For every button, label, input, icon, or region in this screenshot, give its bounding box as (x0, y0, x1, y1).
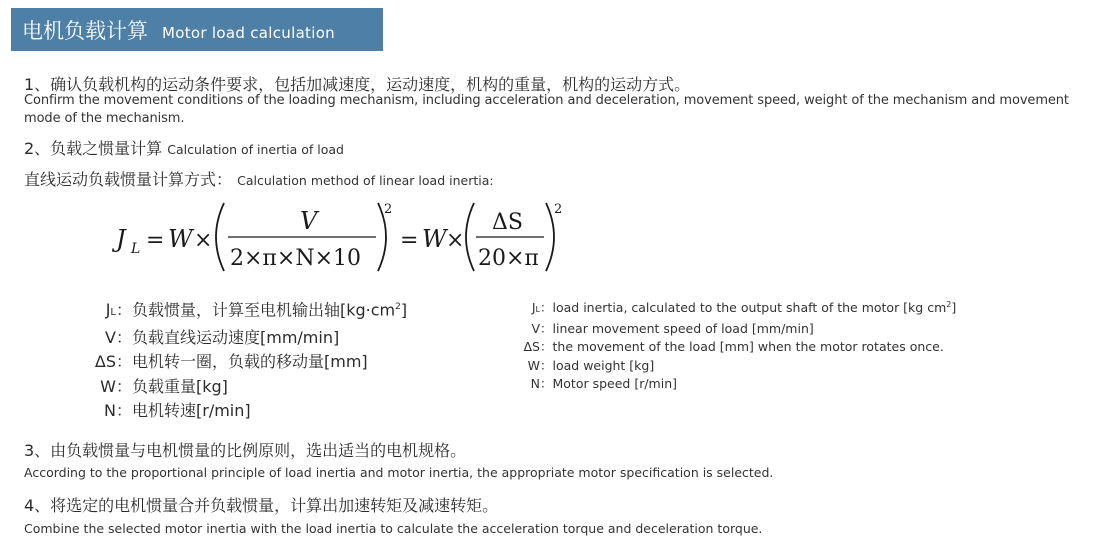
section1-text-line1: Confirm the movement conditions of the loading mechanism, including acceleration and deceleration, movement speed, weight of the mechanism and movement (24, 93, 1069, 108)
formula-exp-2: 2 (554, 202, 563, 217)
definition-zh-w: W：负载重量[kg] (100, 376, 228, 396)
formula-paren-left-2 (466, 203, 474, 271)
section1-heading: 1、确认负载机构的运动条件要求，包括加减速度，运动速度，机构的重量，机构的运动方式。 (24, 75, 691, 94)
definition-en-ds: ΔS：the movement of the load [mm] when the motor rotates once. (523, 339, 944, 355)
section2-subheading-en: Calculation method of linear load inertia: (237, 173, 494, 188)
formula-den-1: 2×π×N×10 (230, 246, 362, 271)
section2-heading-en: Calculation of inertia of load (167, 142, 344, 157)
section2-subheading-zh: 直线运动负载惯量计算方式： (24, 170, 233, 189)
title-banner (11, 8, 383, 51)
formula-paren-right-2 (546, 203, 554, 271)
formula-den-2: 20×π (478, 246, 539, 271)
formula-num-2: ΔS (492, 210, 523, 235)
formula-w-1: W (168, 225, 193, 253)
definition-zh-v: V：负载直线运动速度[mm/min] (105, 327, 340, 347)
definition-zh-jl: JL：负载惯量，计算至电机输出轴$[kg\cdot cm^2]$ (105, 300, 408, 320)
definition-en-jl: JL：load inertia, calculated to the output shaft of the motor [kg $cm^2$] (531, 300, 957, 316)
formula-eq-2: = (400, 228, 419, 253)
section4-heading: 4、将选定的电机惯量合并负载惯量，计算出加速转矩及减速转矩。 (24, 496, 499, 515)
definition-en-w: W：load weight [kg] (527, 357, 655, 373)
definition-zh-ds: ΔS：电机转一圈，负载的移动量[mm] (94, 352, 368, 372)
definition-en-v: V：linear movement speed of load [mm/min] (531, 320, 814, 336)
section1-text-line2: mode of the mechanism. (24, 111, 185, 126)
formula-exp-1: 2 (384, 202, 393, 217)
section2-heading (24, 136, 344, 159)
definitions-en (518, 296, 956, 394)
formula-num-1: V (300, 207, 318, 235)
section3-heading: 3、由负载惯量与电机惯量的比例原则，选出适当的电机规格。 (24, 441, 467, 460)
section4-text: Combine the selected motor inertia with the load inertia to calculate the acceleration torque and deceleration torque. (24, 521, 763, 536)
section3-text: According to the proportional principle of load inertia and motor inertia, the appropriate motor specification is selected. (24, 465, 774, 480)
title-zh: 电机负载计算 (22, 19, 148, 43)
title-en: Motor load calculation (162, 24, 335, 42)
formula-eq-1: = (146, 228, 165, 253)
formula-times-2: × (446, 228, 465, 253)
definition-en-n: N：Motor speed [r/min] (530, 376, 678, 392)
formula-w-2: W (422, 225, 447, 253)
section2-heading-zh: 2、负载之惯量计算 (24, 139, 163, 158)
section2-subheading (24, 167, 494, 190)
formula-times-1: × (194, 228, 213, 253)
formula-paren-left-1 (216, 203, 224, 271)
formula-lhs-sub: L (131, 241, 141, 257)
definitions-zh (82, 295, 407, 424)
definition-zh-n: N：电机转速[r/min] (104, 401, 251, 421)
formula-lhs: J (116, 225, 126, 253)
inertia-formula (112, 195, 592, 280)
